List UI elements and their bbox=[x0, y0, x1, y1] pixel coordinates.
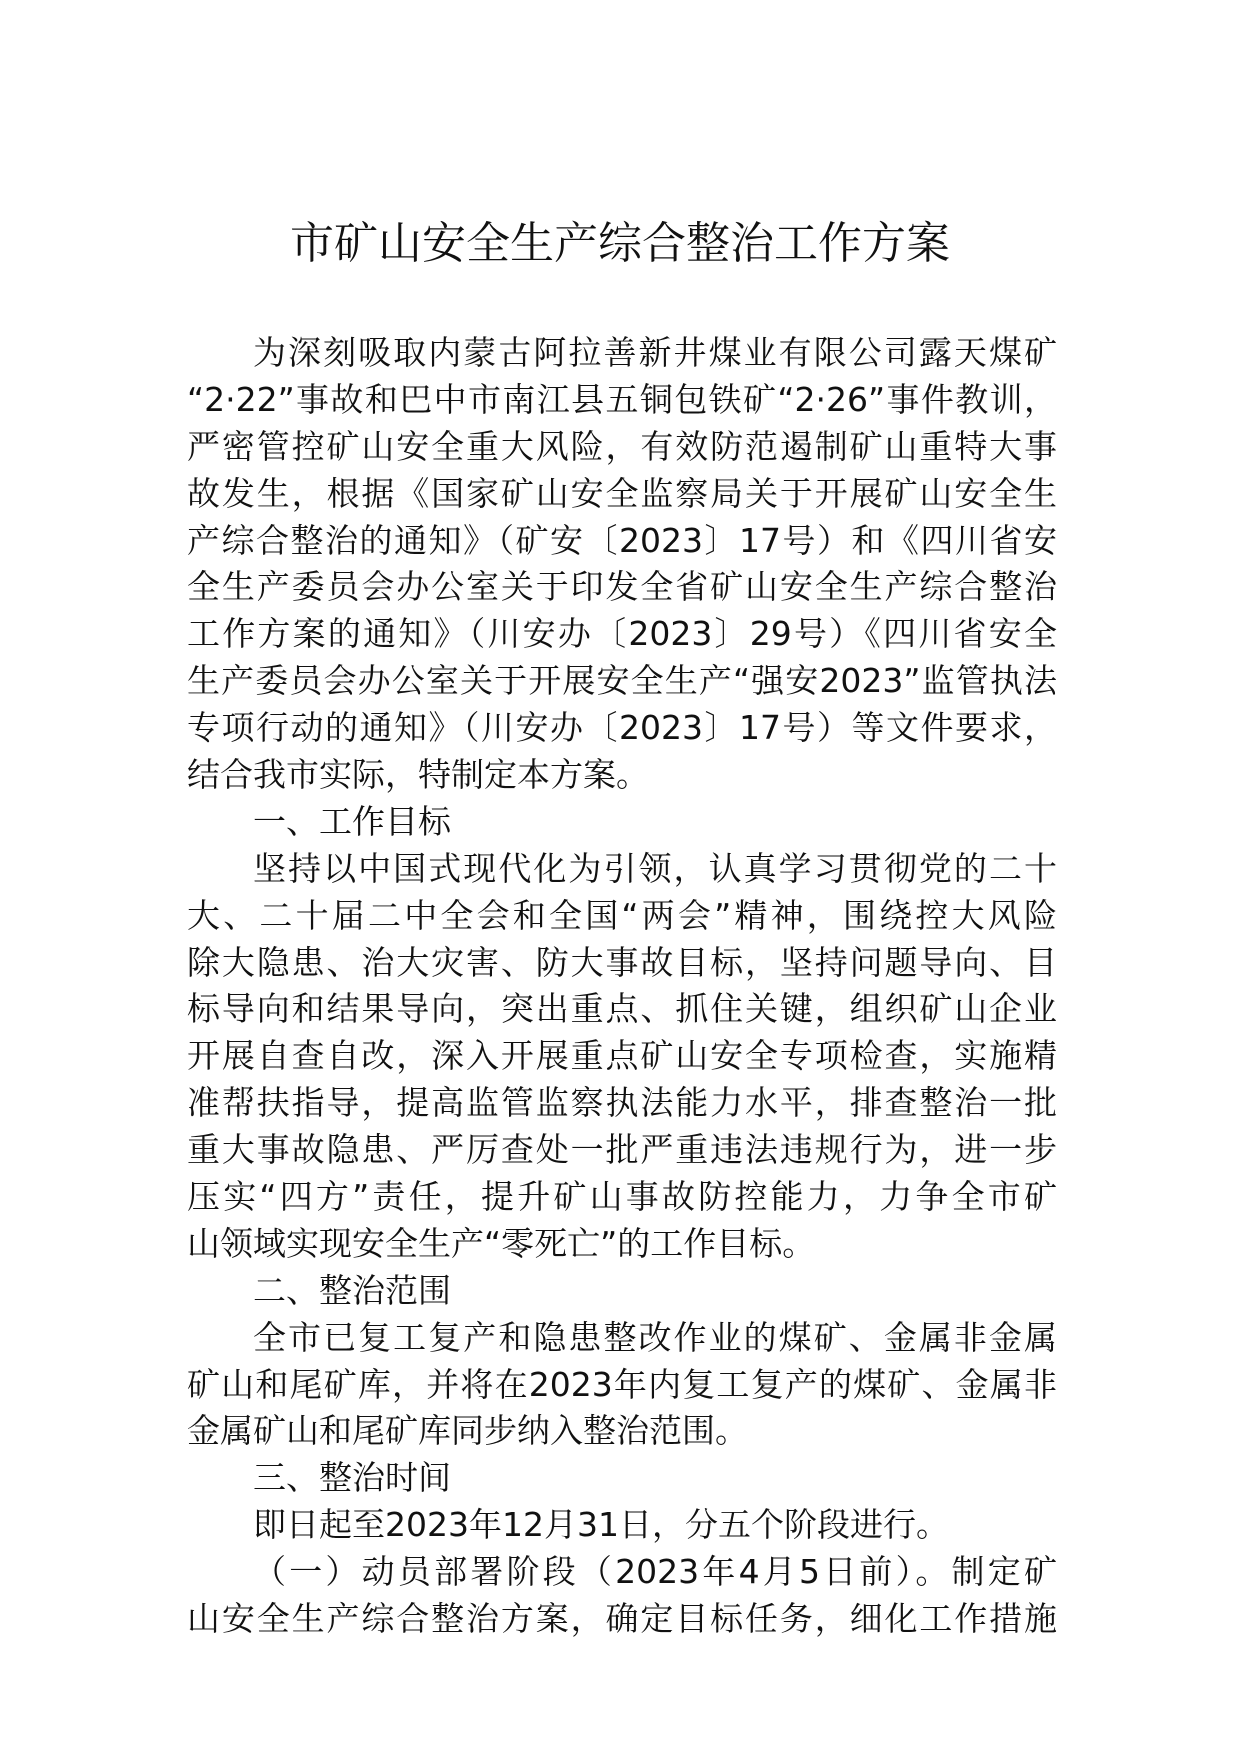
text-line: 坚持以中国式现代化为引领，认真学习贯彻党的二十 bbox=[253, 848, 1057, 888]
text-line: 开展自查自改，深入开展重点矿山安全专项检查，实施精 bbox=[187, 1036, 1057, 1076]
text-line: 为深刻吸取内蒙古阿拉善新井煤业有限公司露天煤矿 bbox=[253, 333, 1057, 372]
text-line: 重大事故隐患、严厉查处一批严重违法违规行为，进一步 bbox=[187, 1130, 1057, 1170]
text-line: 除大隐患、治大灾害、防大事故目标，坚持问题导向、目 bbox=[187, 942, 1057, 982]
text-line: 标导向和结果导向，突出重点、抓住关键，组织矿山企业 bbox=[187, 989, 1057, 1029]
text-line: （一）动员部署阶段（2023年4月5日前）。制定矿 bbox=[253, 1552, 1057, 1592]
text-line: 专项行动的通知》（川安办〔2023〕17号）等文件要求， bbox=[187, 708, 1057, 748]
text-line: 二、整治范围 bbox=[253, 1270, 451, 1310]
text-line: 准帮扶指导，提高监管监察执法能力水平，排查整治一批 bbox=[187, 1083, 1057, 1123]
text-line: 全生产委员会办公室关于印发全省矿山安全生产综合整治 bbox=[187, 567, 1057, 607]
text-line: 全市已复工复产和隐患整改作业的煤矿、金属非金属 bbox=[253, 1317, 1057, 1357]
text-line: 即日起至2023年12月31日，分五个阶段进行。 bbox=[253, 1505, 949, 1545]
text-line: “2·22”事故和巴中市南江县五铜包铁矿“2·26”事件教训， bbox=[187, 379, 1057, 419]
text-line: 产综合整治的通知》（矿安〔2023〕17号）和《四川省安 bbox=[187, 520, 1057, 560]
document-body bbox=[187, 330, 1057, 1643]
text-line: 压实“四方”责任，提升矿山事故防控能力，力争全市矿 bbox=[187, 1177, 1057, 1217]
text-line: 故发生，根据《国家矿山安全监察局关于开展矿山安全生 bbox=[187, 473, 1057, 513]
text-line: 一、工作目标 bbox=[253, 801, 451, 841]
text-line: 大、二十届二中全会和全国“两会”精神，围绕控大风险 bbox=[187, 895, 1057, 935]
text-line: 严密管控矿山安全重大风险，有效防范遏制矿山重特大事 bbox=[187, 426, 1057, 466]
text-line: 工作方案的通知》（川安办〔2023〕29号）《四川省安全 bbox=[187, 614, 1057, 654]
text-line: 金属矿山和尾矿库同步纳入整治范围。 bbox=[187, 1411, 748, 1451]
text-line: 三、整治时间 bbox=[253, 1458, 451, 1498]
text-line: 矿山和尾矿库，并将在2023年内复工复产的煤矿、金属非 bbox=[187, 1364, 1057, 1404]
document-title: 市矿山安全生产综合整治工作方案 bbox=[290, 218, 950, 269]
text-line: 生产委员会办公室关于开展安全生产“强安2023”监管执法 bbox=[187, 661, 1057, 701]
text-line: 结合我市实际，特制定本方案。 bbox=[187, 755, 649, 795]
text-line: 山领域实现安全生产“零死亡”的工作目标。 bbox=[187, 1223, 816, 1263]
text-line: 山安全生产综合整治方案，确定目标任务，细化工作措施 bbox=[187, 1599, 1057, 1639]
